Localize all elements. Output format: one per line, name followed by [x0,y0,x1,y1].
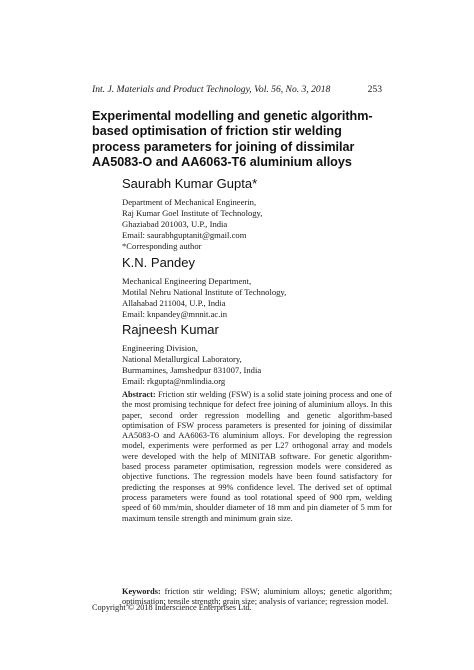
affiliation-line: Allahabad 211004, U.P., India [122,298,226,308]
affiliation-line: Raj Kumar Goel Institute of Technology, [122,208,263,218]
abstract-label: Abstract: [122,390,156,399]
running-head [92,84,382,95]
affiliation-line: Motilal Nehru National Institute of Technology, [122,287,287,297]
abstract [122,390,392,524]
abstract-text: Friction stir welding (FSW) is a solid state joining process and one of the most promising technique for defect free joining of aluminium alloys. In this paper, second order regression modelling and genetic algorithm-based optimisation of FSW process parameters is presented for joining of dissimilar AA5083-O and AA6063-T6 aluminium alloys. For developing the regression model, experiments were performed as per L27 orthogonal array and models were developed with the help of MINITAB software. For genetic algorithm-based process parameter optimisation, regression models were considered as objective functions. The regression models have been found satisfactory for predicting the responses at 99% confidence level. The derived set of optimal process parameters were found as tool rotational speed of 900 rpm, welding speed of 60 mm/min, shoulder diameter of 18 mm and pin diameter of 5 mm for maximum tensile strength and minimum grain size. [122,390,392,523]
keywords-label: Keywords: [122,587,161,596]
keywords-text: friction stir welding; FSW; aluminium alloys; genetic algorithm; optimisation; tensile strength; grain size; analysis of variance; regression model. [122,587,392,607]
page-number: 253 [367,84,382,95]
author-block-1 [122,176,392,252]
affiliation-line: Ghaziabad 201003, U.P., India [122,219,228,229]
author-block-2 [122,255,392,320]
author-affiliation [122,276,392,320]
author-name: Rajneesh Kumar [122,322,219,337]
affiliation-line: Department of Mechanical Engineerin, [122,197,257,207]
affiliation-line: Burmamines, Jamshedpur 831007, India [122,365,262,375]
paper-title: Experimental modelling and genetic algorithm-based optimisation of friction stir welding process parameters for joining of dissimilar AA5083-O and AA6063-T6 aluminium alloys [92,109,373,170]
author-email: Email: rkgupta@nmlindia.org [122,376,226,386]
copyright-notice: Copyright © 2018 Inderscience Enterprises Ltd. [92,603,252,612]
author-name: Saurabh Kumar Gupta* [122,176,258,191]
journal-citation: Int. J. Materials and Product Technology, Vol. 56, No. 3, 2018 [92,84,331,95]
affiliation-line: National Metallurgical Laboratory, [122,354,242,364]
author-affiliation [122,343,392,387]
author-name: K.N. Pandey [122,255,195,270]
corresponding-note: *Corresponding author [122,241,202,251]
author-email: Email: saurabhguptanit@gmail.com [122,230,247,240]
author-affiliation [122,197,392,252]
affiliation-line: Engineering Division, [122,343,198,353]
author-block-3 [122,322,392,387]
affiliation-line: Mechanical Engineering Department, [122,276,252,286]
author-email: Email: knpandey@mnnit.ac.in [122,309,228,319]
